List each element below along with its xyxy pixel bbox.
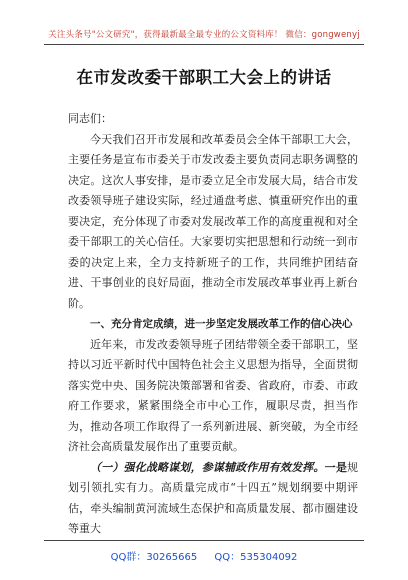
footer-contacts — [44, 548, 364, 563]
greeting: 同志们： — [68, 112, 112, 125]
paragraph-strategy — [68, 458, 358, 540]
footer-qq-group: QQ群：30265665 — [110, 552, 198, 563]
subsection-heading-1: （一）强化战略谋划，参谋辅政作用有效发挥。 — [90, 460, 325, 474]
page-footer — [44, 540, 364, 580]
page-header — [0, 0, 408, 46]
footer-qq: QQ：535304092 — [214, 552, 298, 563]
document-title: 在市发改委干部职工大会上的讲话 — [76, 68, 332, 87]
section-heading-1: 一、充分肯定成绩，进一步坚定发展改革工作的信心决心 — [90, 318, 353, 330]
document-body — [68, 109, 358, 540]
paragraph-intro: 今天我们召开市发展和改革委员会全体干部职工大会，主要任务是宣布市委关于市发改委主要负责同志职务调整的决定。这次人事安排，是市委立足全市发展大局，结合市发改委领导班子建设实际，经过通盘考虑、慎重研究作出的重要决定，充分体现了市委对发展改革工作的高度重视和对全委干部职工的关心信任。大家要切实把思想和行动统一到市委的决定上来，全力支持新班子的工作，共同维护团结奋进、干事创业的良好局面，推动全市发展改革事业再上新台阶。 — [68, 132, 358, 310]
header-promo-note: 关注头条号"公文研究"，获得最新最全最专业的公文资料库！ 微信：gongwenyj — [48, 30, 360, 40]
paragraph-achievements: 近年来，市发改委领导班子团结带领全委干部职工，坚持以习近平新时代中国特色社会主义思想为指导，全面贯彻落实党中央、国务院决策部署和省委、省政府，市委、市政府工作要求，紧紧围绕全市中心工作，履职尽责，担当作为，推动各项工作取得了一系列新进展、新突破，为全市经济社会高质量发展作出了重要贡献。 — [68, 337, 358, 453]
subsection-lead: 一是 — [324, 460, 348, 474]
header-divider — [44, 44, 364, 45]
footer-divider — [44, 540, 364, 541]
paragraph-strategy-text: 规划引领扎实有力。高质量完成市“十四五”规划纲要中期评估，牵头编制黄河流域生态保护和高质量发展、都市圈建设等重大 — [68, 460, 359, 535]
